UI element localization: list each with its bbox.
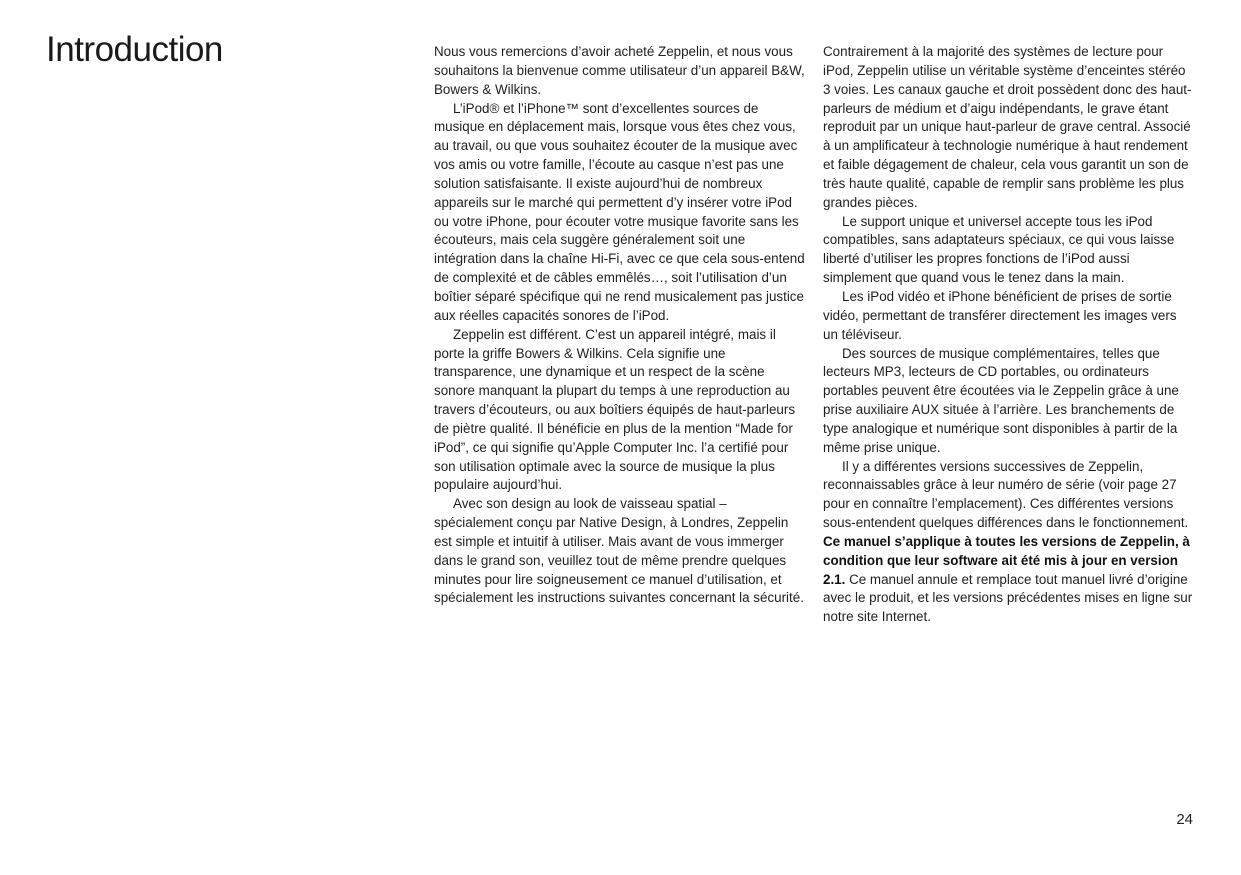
intro-paragraph-8: Des sources de musique complémentaires, telles que lecteurs MP3, lecteurs de CD portables, ou ordinateurs portables peuvent être écoutées via le Zeppelin grâce à une prise auxiliaire AUX située à l’arrière. Les branchements de type analogique et numérique sont disponibles à partir de la même prise unique. <box>823 345 1179 455</box>
intro-paragraph-9 <box>823 458 1195 628</box>
version-note-emphasis: Ce manuel s’applique à toutes les versions de Zeppelin, à condition que leur software ait été mis à jour en version 2.1. <box>823 533 1190 587</box>
intro-paragraph-3: Zeppelin est différent. C’est un appareil intégré, mais il porte la griffe Bowers & Wilkins. Cela signifie une transparence, une dynamique et un respect de la scène sonore manquant la plupart du temps à une reproduction au travers d’écouteurs, ou aux boîtiers équipés de haut-parleurs de piètre qualité. Il bénéficie en plus de la mention “Made for iPod”, ce qui signifie qu’Apple Computer Inc. l’a certifié pour son utilisation optimale avec la source de musique la plus populaire aujourd’hui. <box>434 326 796 493</box>
version-note-outro: Ce manuel annule et remplace tout manuel livré d’origine avec le produit, et les versions précédentes mises en ligne sur notre site Internet. <box>823 571 1193 625</box>
version-note-intro: Il y a différentes versions successives de Zeppelin, reconnaissables grâce à leur numéro de série (voir page 27 pour en connaître l’emplacement). Ces différentes versions sous-entendent quelques différences dans le fonctionnement. <box>823 458 1189 531</box>
left-text-column <box>434 43 806 608</box>
right-text-column <box>823 43 1195 627</box>
intro-paragraph-5: Contrairement à la majorité des systèmes de lecture pour iPod, Zeppelin utilise un véritable système d’enceintes stéréo 3 voies. Les canaux gauche et droit possèdent donc des haut-parleurs de médium et d’aigu indépendants, le grave étant reproduit par un unique haut-parleur de grave central. Associé à un amplificateur à technologie numérique à haut rendement et faible dégagement de chaleur, cela vous garantit un son de très haute qualité, capable de remplir sans problème les plus grandes pièces. <box>823 44 1192 210</box>
intro-paragraph-1: Nous vous remercions d’avoir acheté Zeppelin, et nous vous souhaitons la bienvenue comme utilisateur d’un appareil B&W, Bowers & Wilkins. <box>434 44 805 97</box>
intro-paragraph-7: Les iPod vidéo et iPhone bénéficient de prises de sortie vidéo, permettant de transférer directement les images vers un téléviseur. <box>823 288 1177 342</box>
intro-paragraph-4: Avec son design au look de vaisseau spatial – spécialement conçu par Native Design, à Londres, Zeppelin est simple et intuitif à utiliser. Mais avant de vous immerger dans le grand son, veuillez tout de même prendre quelques minutes pour lire soigneusement ce manuel d’utilisation, et spécialement les instructions suivantes concernant la sécurité. <box>434 496 804 606</box>
page-title: Introduction <box>46 30 223 69</box>
page-number: 24 <box>1176 811 1193 828</box>
intro-paragraph-2: L’iPod® et l’iPhone™ sont d’excellentes sources de musique en déplacement mais, lorsque vous êtes chez vous, au travail, ou que vous souhaitez écouter de la musique avec vos amis ou votre famille, l’écoute au casque n’est pas une solution satisfaisante. Il existe aujourd’hui de nombreux appareils sur le marché qui permettent d’y insérer votre iPod ou votre iPhone, pour écouter votre musique favorite sans les écouteurs, mais cela suggère généralement soit une intégration dans la chaîne Hi-Fi, avec ce que cela sous-entend de complexité et de câbles emmêlés…, soit l’utilisation d’un boîtier séparé spécifique qui ne rend musicalement pas justice aux réelles capacités sonores de l’iPod. <box>434 100 805 323</box>
intro-paragraph-6: Le support unique et universel accepte tous les iPod compatibles, sans adaptateurs spéciaux, ce qui vous laisse liberté d’utiliser les propres fonctions de l’iPod aussi simplement que quand vous le tenez dans la main. <box>823 213 1175 286</box>
